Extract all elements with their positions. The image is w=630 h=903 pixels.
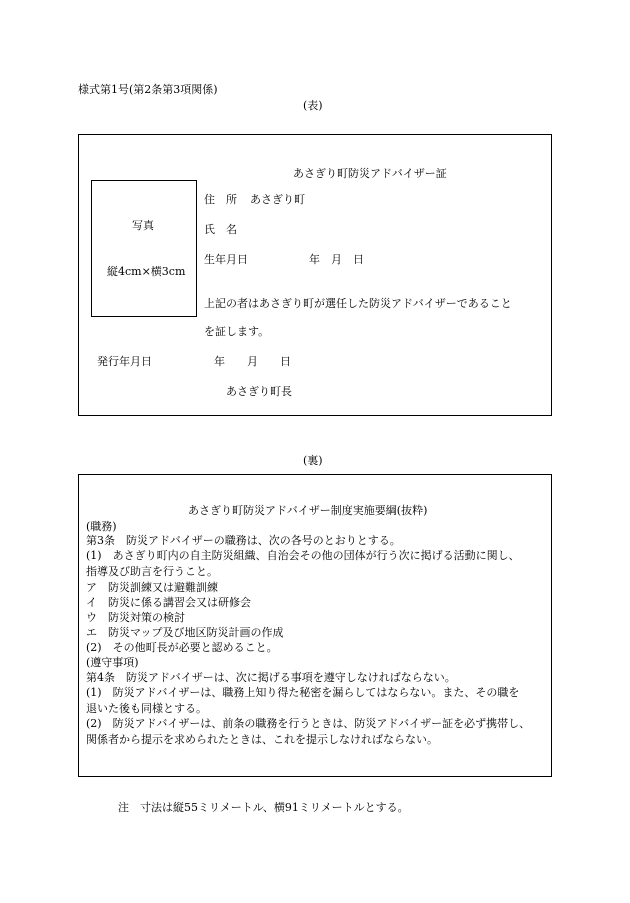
address-label: 住 所 [204, 193, 237, 206]
address-value: あさぎり町 [250, 193, 305, 206]
back-line: 指導及び助言を行うこと。 [86, 565, 218, 578]
back-line: 第4条 防災アドバイザーは、次に掲げる事項を遵守しなければならない。 [86, 671, 456, 684]
back-line: (2) 防災アドバイザーは、前条の職務を行うときは、防災アドバイザー証を必ず携帯し、 [86, 717, 531, 730]
back-line: 関係者から提示を求められたときは、これを提示しなければならない。 [86, 733, 438, 746]
form-number: 様式第1号(第2条第3項関係) [78, 83, 218, 96]
back-line: 第3条 防災アドバイザーの職務は、次の各号のとおりとする。 [86, 534, 401, 547]
photo-label: 写真 [132, 219, 154, 232]
certification-line-2: を証します。 [204, 325, 270, 338]
back-line: 退いた後も同様とする。 [86, 702, 207, 715]
card-title: あさぎり町防災アドバイザー証 [293, 167, 447, 180]
back-title: あさぎり町防災アドバイザー制度実施要綱(抜粋) [188, 504, 428, 517]
issue-date-label: 発行年月日 [97, 355, 152, 368]
birthdate-value: 年 月 日 [309, 253, 364, 266]
back-label: (裏) [303, 454, 323, 467]
photo-size-label: 縦4cm×横3cm [107, 265, 186, 278]
name-label: 氏 名 [204, 223, 237, 236]
back-line: (遵守事項) [86, 656, 139, 669]
birthdate-label: 生年月日 [204, 253, 248, 266]
issue-date-value: 年 月 日 [214, 355, 291, 368]
photo-box [91, 180, 197, 317]
back-line: ウ 防災対策の検討 [86, 611, 185, 624]
front-label: (表) [303, 99, 323, 112]
back-line: (職務) [86, 520, 117, 533]
back-line: ア 防災訓練又は避難訓練 [86, 581, 218, 594]
back-line: イ 防災に係る講習会又は研修会 [86, 596, 251, 609]
back-line: (1) あさぎり町内の自主防災組織、自治会その他の団体が行う次に掲げる活動に関し、 [86, 549, 520, 562]
issuer: あさぎり町長 [226, 385, 292, 398]
back-line: エ 防災マップ及び地区防災計画の作成 [86, 626, 284, 639]
back-line: (2) その他町長が必要と認めること。 [86, 641, 278, 654]
dimension-note: 注 寸法は縦55ミリメートル、横91ミリメートルとする。 [118, 801, 409, 814]
back-line: (1) 防災アドバイザーは、職務上知り得た秘密を漏らしてはならない。また、その職を [86, 686, 520, 699]
certification-line-1: 上記の者はあさぎり町が選任した防災アドバイザーであること [204, 297, 512, 310]
